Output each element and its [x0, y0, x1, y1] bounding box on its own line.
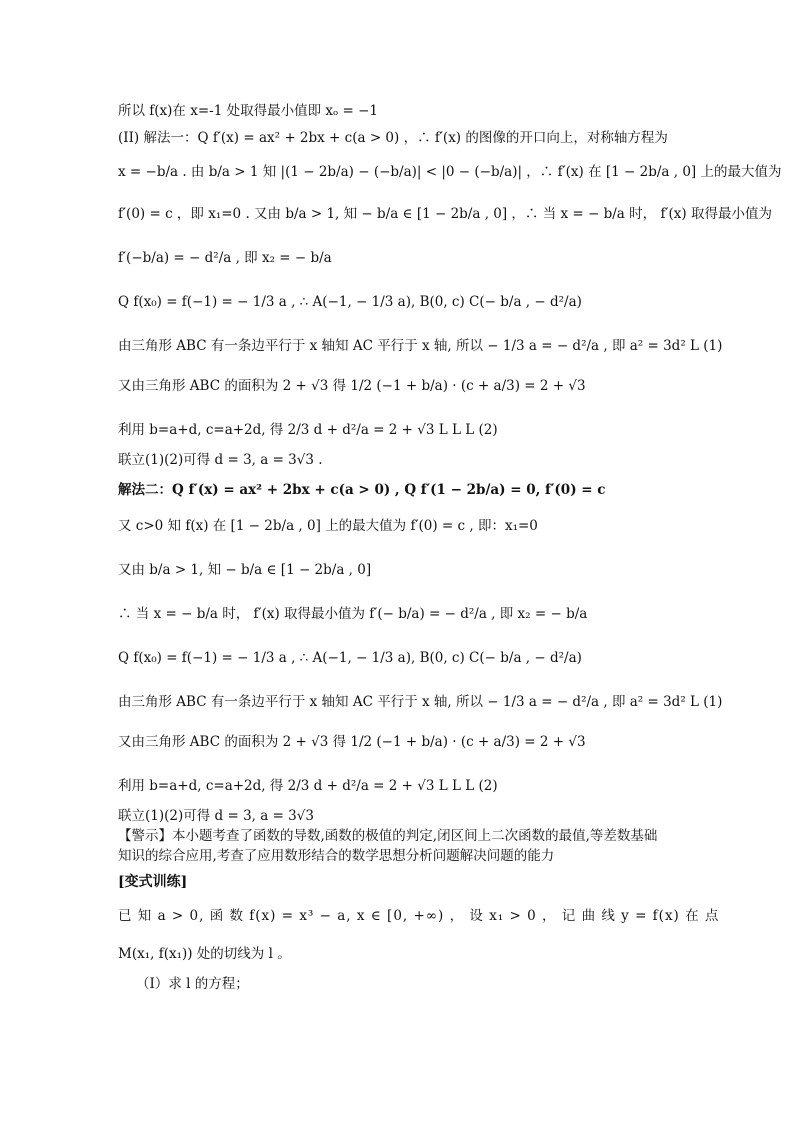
text-line: f′(−b/a) = − d²/a , 即 x₂ = − b/a	[118, 250, 332, 266]
section-title: [变式训练]	[118, 874, 188, 890]
text-line: 利用 b=a+d, c=a+2d, 得 2/3 d + d²/a = 2 + √3 L L L (2)	[118, 422, 498, 438]
text-line: x = −b/a . 由 b/a > 1 知 |(1 − 2b/a) − (−b/a)| < |0 − (−b/a)| ，∴ f′(x) 在 [1 − 2b/a , 0] 上的最大值为	[118, 164, 782, 180]
text-line: (II) 解法一：Q f′(x) = ax² + 2bx + c(a > 0) ，∴ f′(x) 的图像的开口向上，对称轴方程为	[118, 130, 668, 146]
text-line: ∴ 当 x = − b/a 时， f′(x) 取得最小值为 f′(− b/a) = − d²/a , 即 x₂ = − b/a	[118, 606, 588, 622]
warning-line: 【警示】本小题考查了函数的导数,函数的极值的判定,闭区间上二次函数的最值,等差数基础	[118, 828, 658, 844]
text-line: （Ⅰ）求 l 的方程；	[136, 976, 249, 992]
text-line: 联立(1)(2)可得 d = 3, a = 3√3	[118, 808, 314, 824]
text-line: 解法二：Q f′(x) = ax² + 2bx + c(a > 0) , Q f′(1 − 2b/a) = 0, f′(0) = c	[118, 482, 606, 498]
text-line: 已 知 a > 0, 函 数 f(x) = x³ − a, x ∈ [0, +∞) ， 设 x₁ > 0 ， 记 曲 线 y = f(x) 在 点	[118, 908, 720, 924]
text-line: 又由 b/a > 1, 知 − b/a ∈ [1 − 2b/a , 0]	[118, 562, 372, 578]
warning-line: 知识的综合应用,考查了应用数形结合的数学思想分析问题解决问题的能力	[118, 848, 555, 864]
text-line: Q f(x₀) = f(−1) = − 1/3 a , ∴ A(−1, − 1/3 a), B(0, c) C(− b/a , − d²/a)	[118, 294, 582, 310]
text-line: 又 c>0 知 f(x) 在 [1 − 2b/a , 0] 上的最大值为 f′(0) = c , 即：x₁=0	[118, 518, 538, 534]
text-line: f′(0) = c ，即 x₁=0 . 又由 b/a > 1, 知 − b/a ∈ [1 − 2b/a , 0] ，∴ 当 x = − b/a 时， f′(x) 取得最小值为	[118, 206, 772, 222]
text-line: M(x₁, f(x₁)) 处的切线为 l 。	[118, 946, 291, 962]
text-line: 又由三角形 ABC 的面积为 2 + √3 得 1/2 (−1 + b/a) · (c + a/3) = 2 + √3	[118, 734, 586, 750]
text-line: 联立(1)(2)可得 d = 3, a = 3√3 .	[118, 452, 323, 468]
document-page	[118, 92, 782, 993]
text-line: 所以 f(x)在 x=-1 处取得最小值即 xₒ = −1	[118, 103, 378, 119]
text-line: 利用 b=a+d, c=a+2d, 得 2/3 d + d²/a = 2 + √3 L L L (2)	[118, 778, 498, 794]
text-line: 由三角形 ABC 有一条边平行于 x 轴知 AC 平行于 x 轴, 所以 − 1/3 a = − d²/a , 即 a² = 3d² L (1)	[118, 694, 723, 710]
text-line: Q f(x₀) = f(−1) = − 1/3 a , ∴ A(−1, − 1/3 a), B(0, c) C(− b/a , − d²/a)	[118, 650, 582, 666]
text-line: 由三角形 ABC 有一条边平行于 x 轴知 AC 平行于 x 轴, 所以 − 1/3 a = − d²/a , 即 a² = 3d² L (1)	[118, 338, 723, 354]
text-line: 又由三角形 ABC 的面积为 2 + √3 得 1/2 (−1 + b/a) · (c + a/3) = 2 + √3	[118, 378, 586, 394]
